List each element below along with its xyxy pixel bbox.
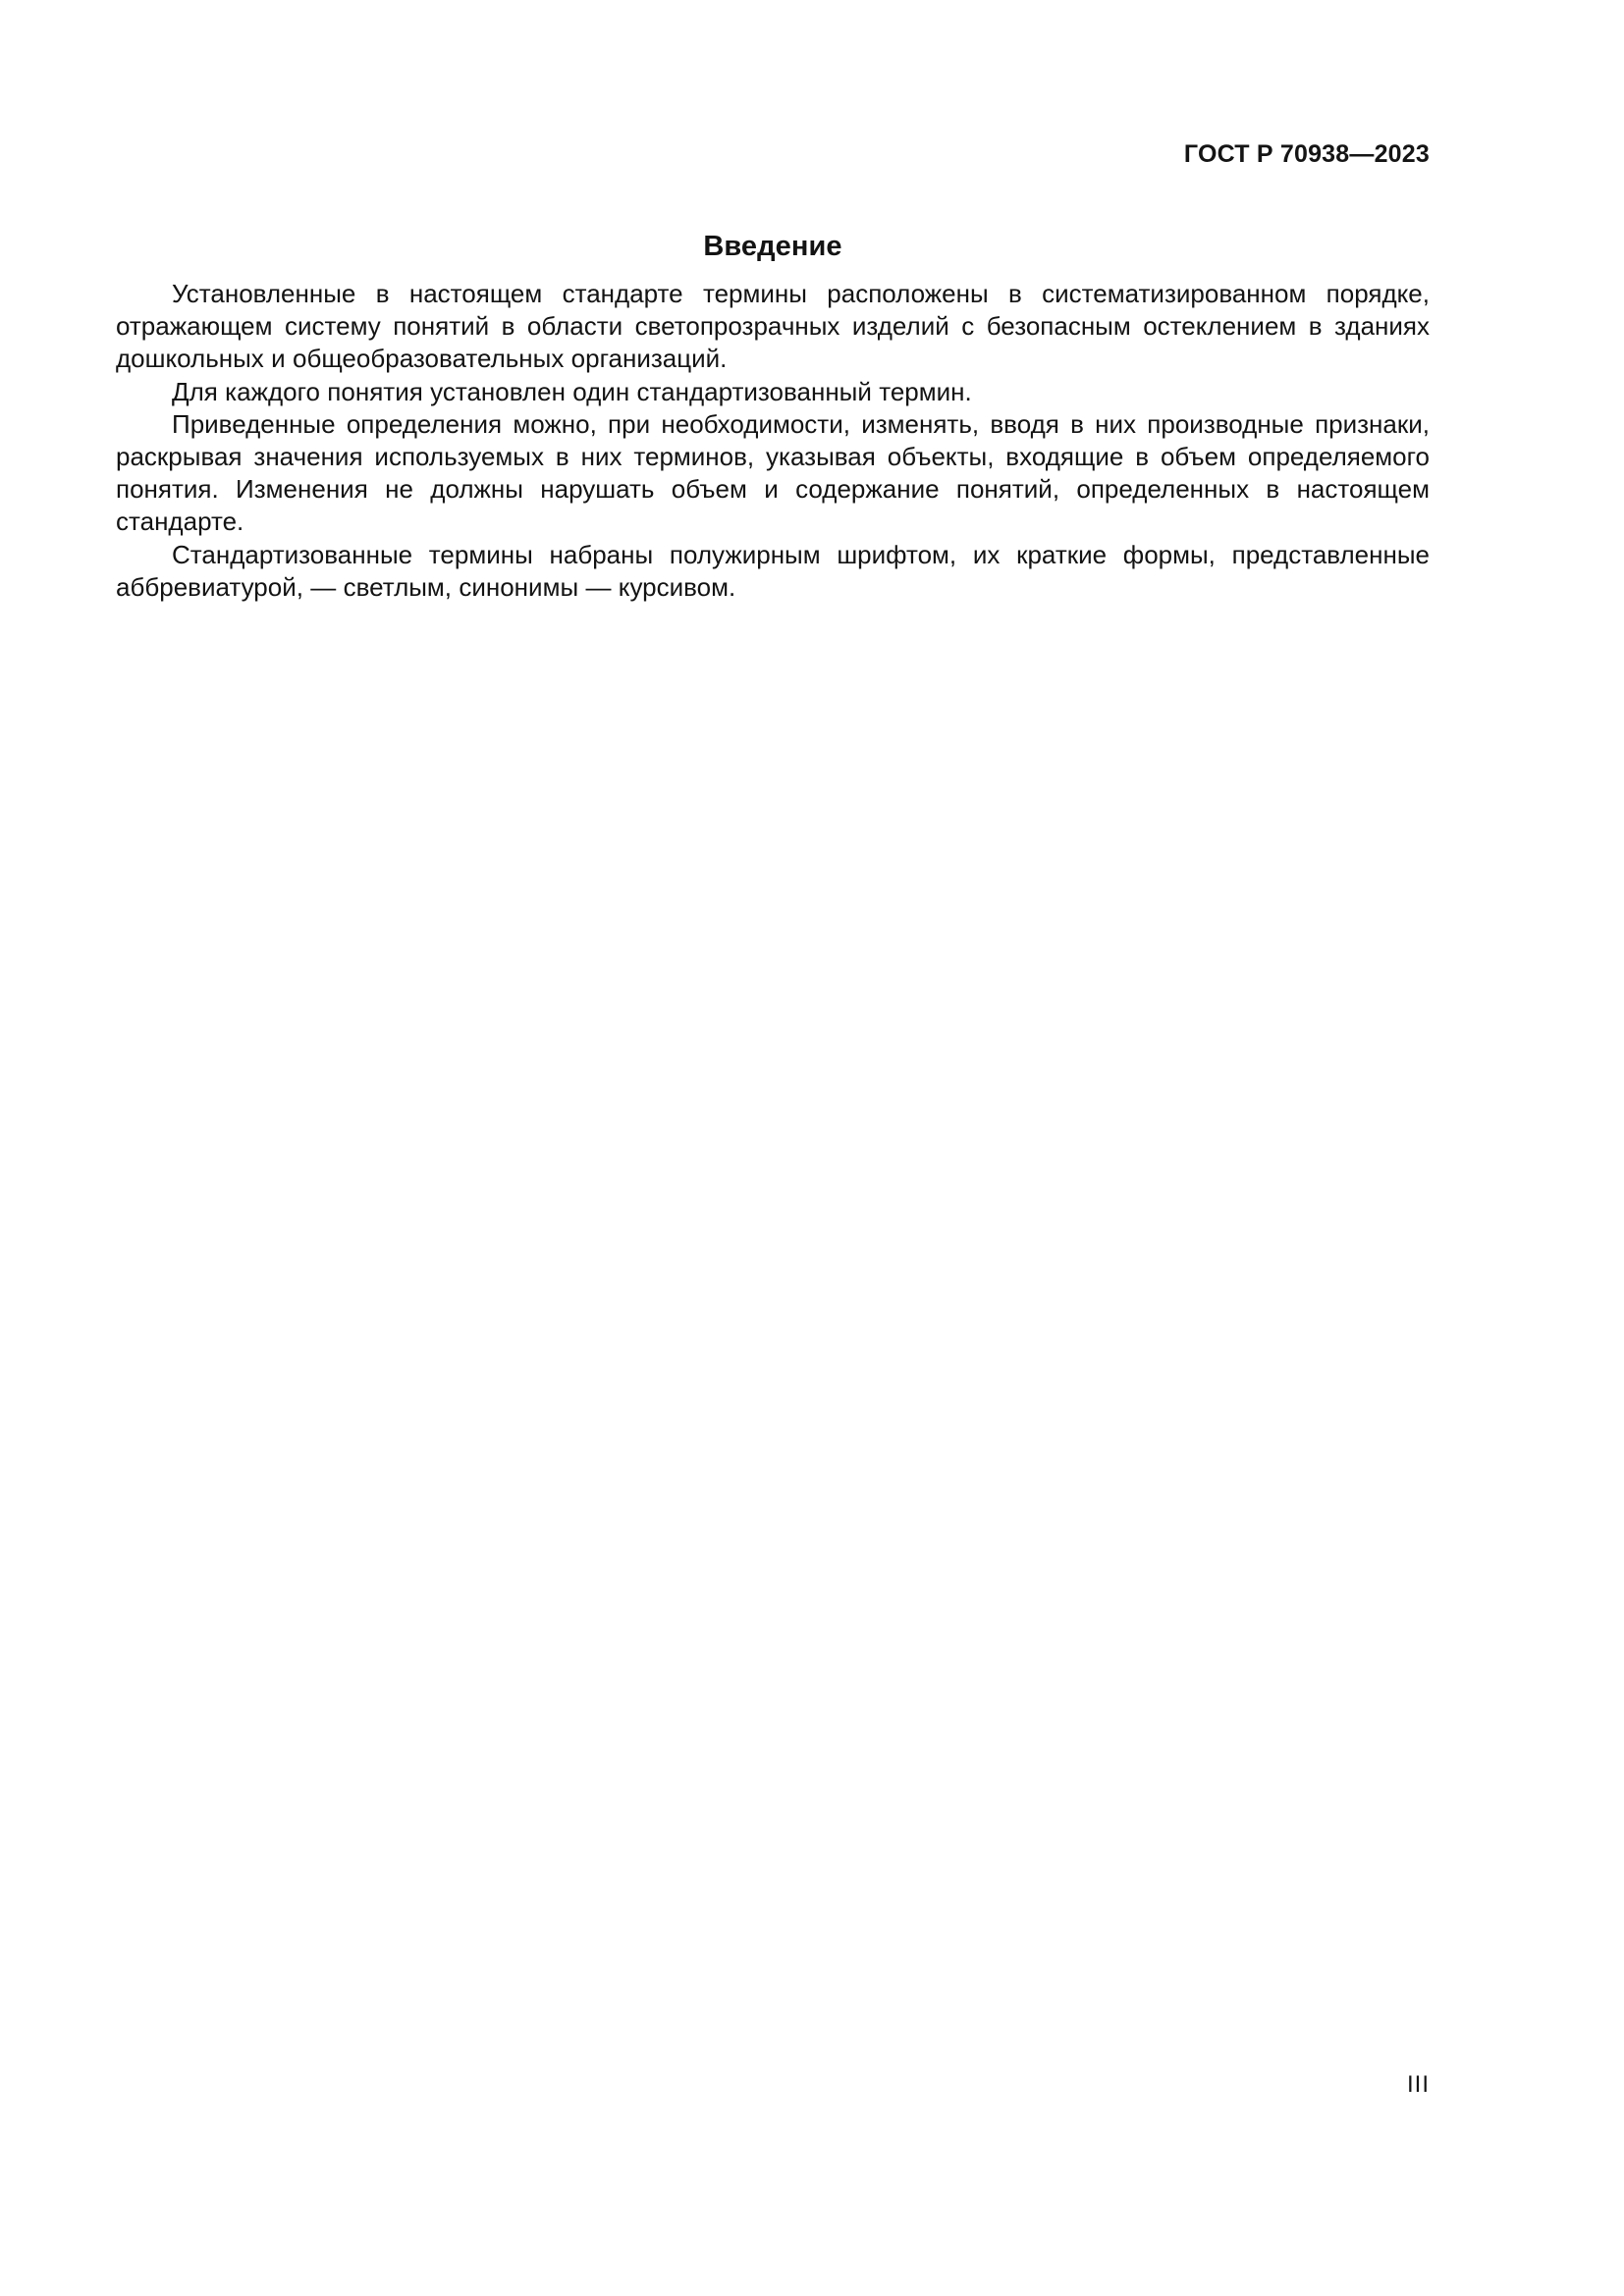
page-title: Введение	[703, 231, 842, 263]
page-number: III	[1406, 2071, 1430, 2098]
running-head: ГОСТ Р 70938—2023	[1183, 140, 1430, 168]
paragraph: Установленные в настоящем стандарте термины расположены в систематизированном порядке, отражающем систему понятий в области светопрозрачных изделий с безопасным остеклением в зданиях дошкольных и общеобразовательных организаций.	[116, 279, 1430, 374]
paragraph: Приведенные определения можно, при необходимости, изменять, вводя в них производные признаки, раскрывая значения используемых в них терминов, указывая объекты, входящие в объем определяемого понятия. Изменения не должны нарушать объем и содержание понятий, определенных в настоящем стандарте.	[116, 408, 1430, 537]
body-text	[116, 278, 1430, 604]
paragraph: Для каждого понятия установлен один стандартизованный термин.	[172, 376, 972, 406]
paragraph: Стандартизованные термины набраны полужирным шрифтом, их краткие формы, представленные аббревиатурой, — светлым, синонимы — курсивом.	[116, 539, 1430, 602]
